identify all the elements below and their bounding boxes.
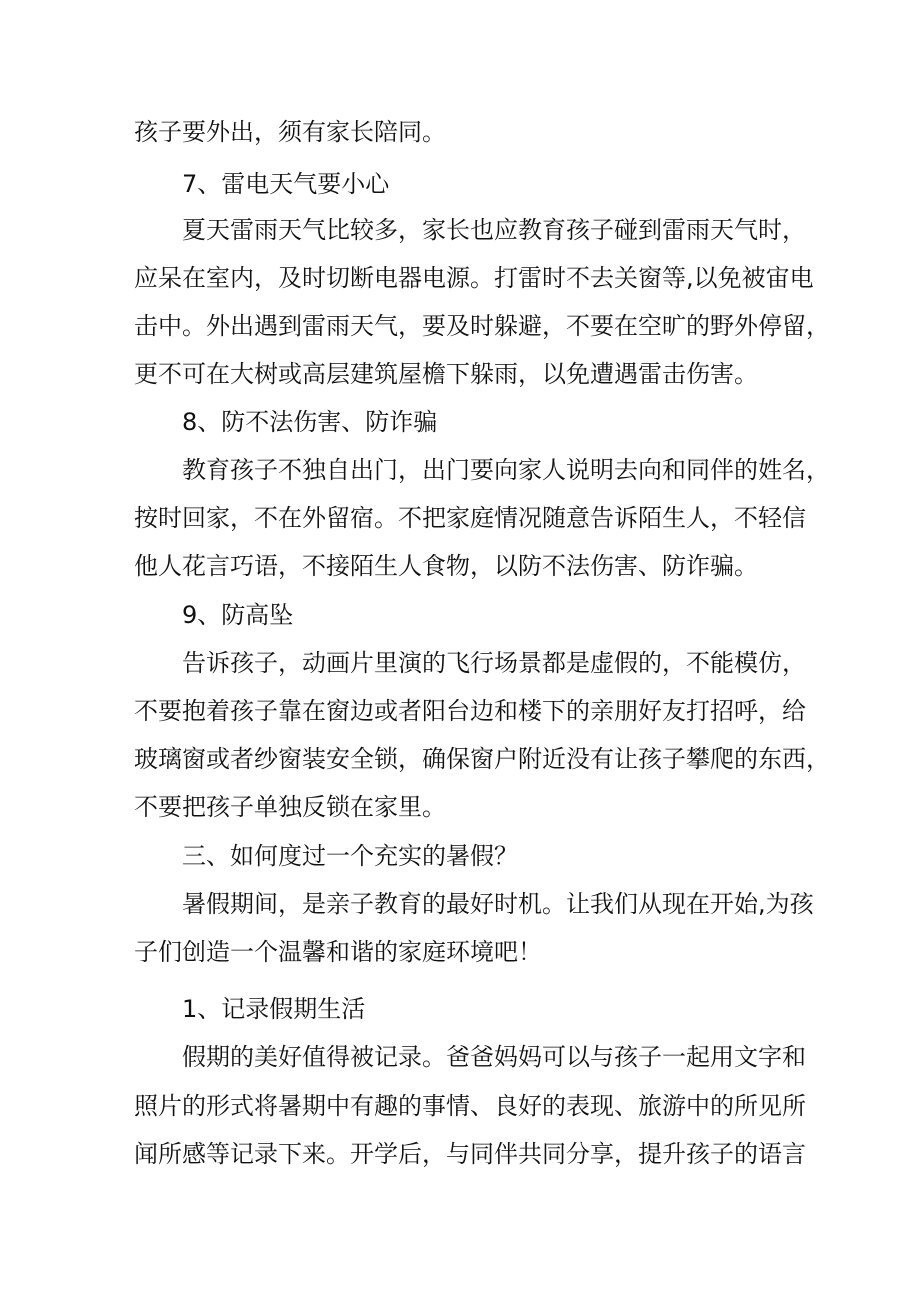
paragraph-line: 夏天雷雨天气比较多，家长也应教育孩子碰到雷雨天气时， (182, 216, 806, 244)
paragraph-line: 不要抱着孩子靠在窗边或者阳台边和楼下的亲朋好友打招呼，给 (134, 697, 806, 725)
paragraph-line: 更不可在大树或高层建筑屋檐下躲雨，以免遭遇雷击伤害。 (134, 360, 758, 388)
section-heading-record: 1、记录假期生活 (182, 995, 366, 1023)
paragraph-line: 照片的形式将暑期中有趣的事情、良好的表现、旅游中的所见所 (134, 1092, 806, 1120)
paragraph-line: 击中。外出遇到雷雨天气，要及时躲避，不要在空旷的野外停留， (134, 312, 830, 340)
paragraph-line: 孩子要外出，须有家长陪同。 (134, 118, 446, 146)
paragraph-line: 教育孩子不独自出门，出门要向家人说明去向和同伴的姓名， (182, 456, 830, 484)
section-heading-fall: 9、防高坠 (182, 601, 294, 629)
paragraph-line: 他人花言巧语，不接陌生人食物，以防不法伤害、防诈骗。 (134, 552, 758, 580)
paragraph-line: 闻所感等记录下来。开学后，与同伴共同分享，提升孩子的语言 (134, 1140, 806, 1168)
section-heading-fraud: 8、防不法伤害、防诈骗 (182, 408, 438, 436)
section-heading-summer: 三、如何度过一个充实的暑假？ (182, 842, 518, 870)
paragraph-line: 假期的美好值得被记录。爸爸妈妈可以与孩子一起用文字和 (182, 1043, 806, 1071)
section-heading-thunder: 7、雷电天气要小心 (182, 170, 390, 198)
paragraph-line: 按时回家，不在外留宿。不把家庭情况随意告诉陌生人，不轻信 (134, 504, 806, 532)
paragraph-line: 应呆在室内，及时切断电器电源。打雷时不去关窗等,以免被宙电 (134, 264, 814, 292)
paragraph-line: 子们创造一个温馨和谐的家庭环境吧！ (134, 938, 542, 966)
paragraph-line: 暑假期间，是亲子教育的最好时机。让我们从现在开始,为孩 (182, 890, 814, 918)
paragraph-line: 玻璃窗或者纱窗装安全锁，确保窗户附近没有让孩子攀爬的东西， (134, 745, 830, 773)
paragraph-line: 告诉孩子，动画片里演的飞行场景都是虚假的，不能模仿， (182, 649, 806, 677)
paragraph-line: 不要把孩子单独反锁在家里。 (134, 793, 446, 821)
